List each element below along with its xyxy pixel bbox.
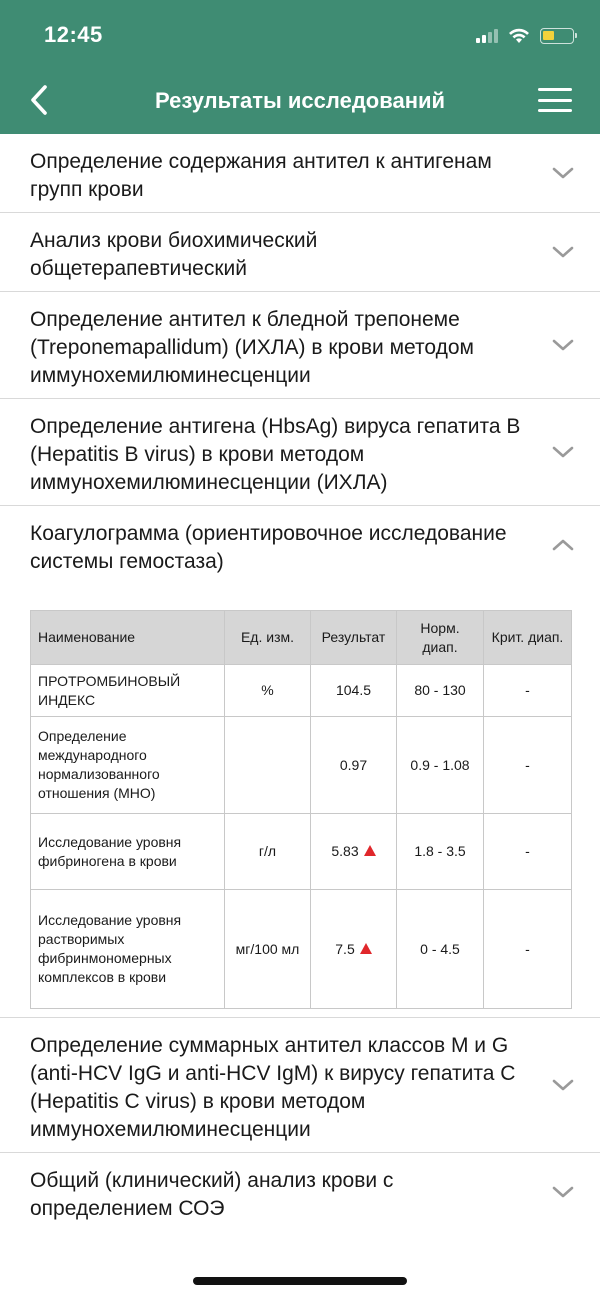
battery-icon [540,28,574,44]
test-crit-range: - [484,814,572,890]
results-table [30,610,572,1009]
app-header [0,0,600,134]
test-name: Определение международного нормализованного отношения (МНО) [31,717,225,814]
home-indicator[interactable] [193,1277,407,1285]
list-item-label: Определение содержания антител к антигенам групп крови [30,150,492,201]
status-icons [476,24,574,48]
table-header-row [31,611,572,665]
chevron-down-icon [552,245,574,259]
test-name: Исследование уровня фибриногена в крови [31,814,225,890]
test-result [311,717,397,814]
list-item-label: Анализ крови биохимический общетерапевтический [30,229,318,280]
chevron-down-icon [552,338,574,352]
test-result [311,814,397,890]
test-result [311,665,397,717]
list-item[interactable] [0,1018,600,1153]
table-row [31,890,572,1009]
table-row [31,665,572,717]
results-table-container [0,584,600,1018]
test-norm-range: 0.9 - 1.08 [397,717,484,814]
status-time: 12:45 [44,22,103,47]
list-item[interactable] [0,213,600,292]
test-norm-range: 0 - 4.5 [397,890,484,1009]
list-item[interactable] [0,399,600,506]
list-item[interactable] [0,134,600,213]
result-value: 0.97 [339,756,368,773]
result-value: 104.5 [335,682,372,698]
list-item[interactable] [0,1153,600,1231]
list-item[interactable] [0,292,600,399]
chevron-down-icon [552,445,574,459]
triangle-up-icon [360,943,372,954]
test-result [311,890,397,1009]
cellular-signal-icon [476,29,498,43]
test-crit-range: - [484,717,572,814]
column-header: Крит. диап. [484,611,572,665]
chevron-down-icon [552,166,574,180]
result-value: 5.83 [331,843,359,859]
list-item-expanded[interactable] [0,506,600,584]
list-item-label: Общий (клинический) анализ крови с определением СОЭ [30,1169,394,1220]
column-header: Ед. изм. [225,611,311,665]
column-header: Результат [311,611,397,665]
triangle-up-icon [364,845,376,856]
list-item-label: Определение антигена (HbsAg) вируса гепатита В (Hepatitis B virus) в крови методом иммунохемилюминесценции (ИХЛА) [30,415,521,494]
test-norm-range: 1.8 - 3.5 [397,814,484,890]
results-list [0,134,600,1231]
chevron-up-icon [552,538,574,552]
menu-button[interactable] [538,88,572,112]
test-name: Исследование уровня растворимых фибринмономерных комплексов в крови [31,890,225,1009]
test-crit-range: - [484,890,572,1009]
list-item-label: Определение антител к бледной трепонеме (Treponemapallidum) (ИХЛА) в крови методом иммунохемилюминесценции [30,308,474,387]
hamburger-menu-icon [538,88,572,91]
column-header: Норм. диап. [397,611,484,665]
list-item-label: Коагулограмма (ориентировочное исследование системы гемостаза) [30,522,507,573]
table-row [31,717,572,814]
list-item-label: Определение суммарных антител классов М и G (anti-HCV IgG и anti-HCV IgM) к вирусу гепатита С (Hepatitis C virus) в крови методом иммунохемилюминесценции [30,1034,516,1141]
test-crit-range: - [484,665,572,717]
test-unit: г/л [225,814,311,890]
test-norm-range: 80 - 130 [397,665,484,717]
chevron-down-icon [552,1078,574,1092]
test-unit [225,717,311,814]
page-title: Результаты исследований [154,88,446,113]
result-value: 7.5 [335,940,355,957]
table-row [31,814,572,890]
test-unit: % [225,665,311,717]
chevron-down-icon [552,1185,574,1199]
column-header: Наименование [31,611,225,665]
test-name: ПРОТРОМБИНОВЫЙ ИНДЕКС [31,665,225,717]
test-unit: мг/100 мл [225,890,311,1009]
wifi-icon [508,28,530,44]
